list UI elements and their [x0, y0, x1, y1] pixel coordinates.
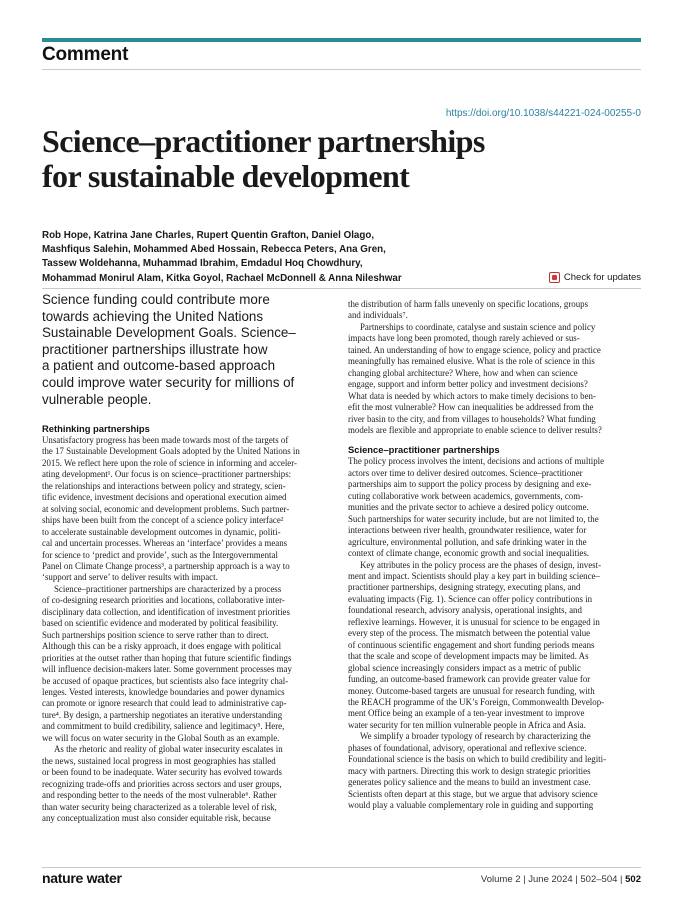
paragraph: [348, 456, 641, 559]
text-line: practitioner partnerships, designing strategy, executing plans, and: [348, 582, 581, 593]
text-line: What data is needed by which actors to make timely decisions to ben-: [348, 390, 596, 401]
text-line: the news, sustained local progress in most geographies has stalled: [42, 755, 276, 766]
text-line: the REACH programme of the UK’s Foreign, Commonwealth Develop-: [348, 696, 605, 707]
check-updates-label: Check for updates: [563, 272, 641, 283]
text-line: partnerships aim to support the policy process by designing and exe-: [348, 479, 592, 490]
text-line: Unsatisfactory progress has been made towards most of the targets of: [42, 435, 289, 445]
check-for-updates-button[interactable]: [549, 272, 641, 283]
standfirst-line: towards achieving the United Nations: [42, 308, 264, 324]
text-line: tific evidence, investment decisions and operational execution aimed: [42, 492, 287, 503]
text-line: to accelerate sustainable development outcomes in dynamic, politi-: [42, 526, 281, 537]
text-line: lenges. Vested interests, knowledge boundaries and power dynamics: [42, 686, 285, 697]
text-line: Key attributes in the policy process are the phases of design, invest-: [360, 559, 602, 570]
text-line: ment Office being an example of a ten-year investment to improve: [348, 708, 585, 719]
text-line: cuting collaborative work between academics, governments, com-: [348, 490, 584, 501]
text-line: the relationships and interactions between policy and strategy, scien-: [42, 480, 286, 491]
text-line: tained. An understanding of how to engage science, policy and practice: [348, 344, 601, 355]
text-line: changing global architecture? Where, how and when can science: [348, 367, 578, 378]
volume-info: Volume 2 | June 2024 | 502–504 |: [480, 874, 623, 885]
author-line: Mashfiqus Salehin, Mohammed Abed Hossain, Rebecca Peters, Ana Gren,: [42, 244, 386, 256]
text-line: macy with partners. Directing this work to design strategic priorities: [348, 765, 591, 776]
text-line: Science–practitioner partnerships are characterized by a process: [54, 583, 282, 594]
text-line: of co-designing research priorities and locations, collaborative inter-: [42, 595, 285, 606]
standfirst-line: Science funding could contribute more: [42, 292, 270, 307]
standfirst: [42, 292, 332, 408]
text-line: and individuals⁷.: [348, 310, 408, 321]
paragraph: [348, 322, 641, 437]
doi-link[interactable]: https://doi.org/10.1038/s44221-024-00255-0: [445, 108, 641, 119]
text-line: evaluating impacts (Fig. 1). Science can offer policy contributions in: [348, 593, 593, 604]
text-line: of continuous scientific engagement and short funding periods means: [348, 639, 595, 650]
standfirst-line: Sustainable Development Goals. Science–: [42, 325, 296, 341]
text-line: based on scientific evidence and moderated by political feasibility.: [42, 618, 279, 629]
text-line: 2015. We reflect here upon the role of science in informing and acceler-: [42, 457, 297, 468]
text-line: As the rhetoric and reality of global water insecurity escalates in: [54, 744, 283, 755]
text-line: models are flexible and appropriate to enable science to deliver results?: [348, 424, 602, 435]
text-line: than water security being characterized as a tolerable level of risk,: [42, 801, 277, 812]
title-line: for sustainable development: [42, 158, 410, 194]
text-line: ment and impact. Scientists should play a key part in building science–: [348, 570, 600, 581]
text-line: Although this can be a risky approach, it does engage with political: [42, 641, 282, 652]
section-label: Comment: [42, 44, 129, 65]
header-divider: [42, 288, 641, 289]
text-line: context of climate change, economic growth and social inequalities.: [348, 548, 590, 559]
text-line: munities and the private sector to achieve a desired policy outcome.: [348, 502, 589, 513]
text-line: ‘support and serve’ to deliver results with impact.: [42, 572, 218, 583]
text-line: ture⁴. By design, a partnership negotiates an iterative understanding: [42, 709, 283, 720]
section-heading: Rethinking partnerships: [42, 423, 150, 434]
text-line: Scientists often depart at this stage, but we argue that advisory science: [348, 788, 598, 799]
standfirst-line: could improve water security for millions of: [42, 374, 295, 390]
text-line: Foundational science is the basis on which to build credibility and legiti-: [348, 754, 607, 765]
standfirst-line: practitioner partnerships illustrate how: [42, 341, 268, 357]
text-line: efit the most vulnerable? How can inequalities be addressed from the: [348, 402, 594, 413]
section-gap: [348, 436, 641, 444]
page-number: 502: [625, 874, 641, 885]
text-line: funding, an outcome-based framework can provide greater value for: [348, 674, 591, 685]
text-line: we will focus on water security in the Global South as an example.: [42, 732, 280, 743]
text-line: priorities at the outset rather than hoping that future scientific findings: [42, 652, 292, 663]
text-line: or been found to be inadequate. Water security has evolved towards: [42, 767, 282, 778]
text-line: The policy process involves the intent, decisions and actions of multiple: [348, 456, 605, 467]
text-line: and commitment to build credibility, salience and legitimacy⁵. Here,: [42, 721, 285, 732]
text-line: for science to ‘predict and provide’, such as the Intergovernmental: [42, 549, 278, 560]
text-line: disciplinary data collection, and identification of investment priorities: [42, 606, 290, 617]
text-line: at solving social, economic and development problems. Such partner-: [42, 503, 290, 514]
text-line: Such partnerships position science to serve rather than to direct.: [42, 629, 269, 640]
top-accent-rule: [42, 38, 641, 42]
text-line: engage, support and inform better policy and investment decisions?: [348, 379, 588, 390]
journal-name: nature water: [42, 870, 122, 886]
author-list: [42, 229, 562, 286]
text-line: Partnerships to coordinate, catalyse and sustain science and policy: [360, 321, 596, 332]
paragraph: [348, 731, 641, 811]
text-line: reflexive learnings. However, it is unusual for science to be engaged in: [348, 616, 600, 627]
section-heading: Science–practitioner partnerships: [348, 444, 500, 456]
check-updates-icon: [549, 272, 560, 283]
text-line: the distribution of harm falls unevenly on specific locations, groups: [348, 299, 589, 309]
paragraph: [348, 299, 641, 322]
title-line: Science–practitioner partnerships: [42, 123, 485, 159]
standfirst-line: vulnerable people.: [42, 391, 152, 407]
text-line: cal and uncertain processes. Whereas an ‘interface’ provides a means: [42, 538, 288, 549]
text-line: be accused of opaque practices, but scientists also face integrity chal-: [42, 675, 289, 686]
text-line: agriculture, environmental pollution, and safe drinking water in the: [348, 536, 587, 547]
text-line: generates policy salience and the means to build an investment case.: [348, 777, 591, 788]
paragraph: [348, 560, 641, 732]
text-line: and responding better to the needs of the most vulnerable⁶. Rather: [42, 790, 277, 801]
text-line: water security for ten million vulnerable people in Africa and Asia.: [348, 719, 586, 730]
text-line: will influence decision-makers later. Some government processes may: [42, 664, 292, 675]
left-column: [42, 423, 334, 824]
text-line: can promote or ignore research that could lead to administrative cap-: [42, 698, 287, 709]
author-line: Tassew Woldehanna, Muhammad Ibrahim, Emdadul Hoq Chowdhury,: [42, 258, 363, 270]
section-divider: [42, 69, 641, 70]
text-line: phases of foundational, advisory, operational and reflexive science.: [348, 742, 587, 753]
standfirst-line: a patient and outcome-based approach: [42, 358, 276, 374]
author-line: Mohammad Monirul Alam, Kitka Goyol, Rachael McDonnell & Anna Nileshwar: [42, 272, 402, 284]
paragraph: [42, 584, 334, 744]
paragraph: [42, 435, 334, 584]
text-line: ating development¹. Our focus is on science–practitioner partnerships:: [42, 469, 292, 480]
page-info: [481, 874, 641, 885]
article-title: [42, 124, 602, 194]
text-line: actors over time to deliver desired outcomes. Science–practitioner: [348, 467, 583, 478]
text-line: any conceptualization must also consider equitable risk, because: [42, 812, 271, 823]
text-line: Panel on Climate Change process³, a partnership approach is a way to: [42, 560, 290, 571]
text-line: meaningfully has remained elusive. What is the role of science in this: [348, 356, 595, 367]
text-line: We simplify a broader typology of research by characterizing the: [360, 731, 591, 742]
text-line: Such partnerships for water security include, but are not limited to, the: [348, 513, 599, 524]
text-line: impacts have long been promoted, though rarely achieved or sus-: [348, 333, 580, 344]
text-line: global science increasingly considers impact as a metric of public: [348, 662, 581, 673]
right-column: [348, 299, 641, 811]
text-line: every step of the process. The mismatch between the potential value: [348, 628, 591, 639]
text-line: foundational research, advisory analysis, operational insights, and: [348, 605, 582, 616]
text-line: river basin to the city, and from villages to households? What funding: [348, 413, 596, 424]
text-line: money. Outcome-based targets are unusual for research funding, with: [348, 685, 595, 696]
text-line: interactions between river health, groundwater resilience, water for: [348, 525, 587, 536]
text-line: the 17 Sustainable Development Goals adopted by the United Nations in: [42, 446, 300, 457]
text-line: that the scale and scope of development impacts may be limited. As: [348, 651, 589, 662]
author-line: Rob Hope, Katrina Jane Charles, Rupert Quentin Grafton, Daniel Olago,: [42, 230, 375, 241]
text-line: recognizing trade-offs and priorities across sectors and user groups,: [42, 778, 282, 789]
text-line: ships have been built from the concept of a science policy interface²: [42, 515, 284, 526]
text-line: would play a valuable complementary role in guiding and supporting: [348, 800, 594, 811]
footer-divider: [42, 867, 641, 868]
paragraph: [42, 744, 334, 824]
